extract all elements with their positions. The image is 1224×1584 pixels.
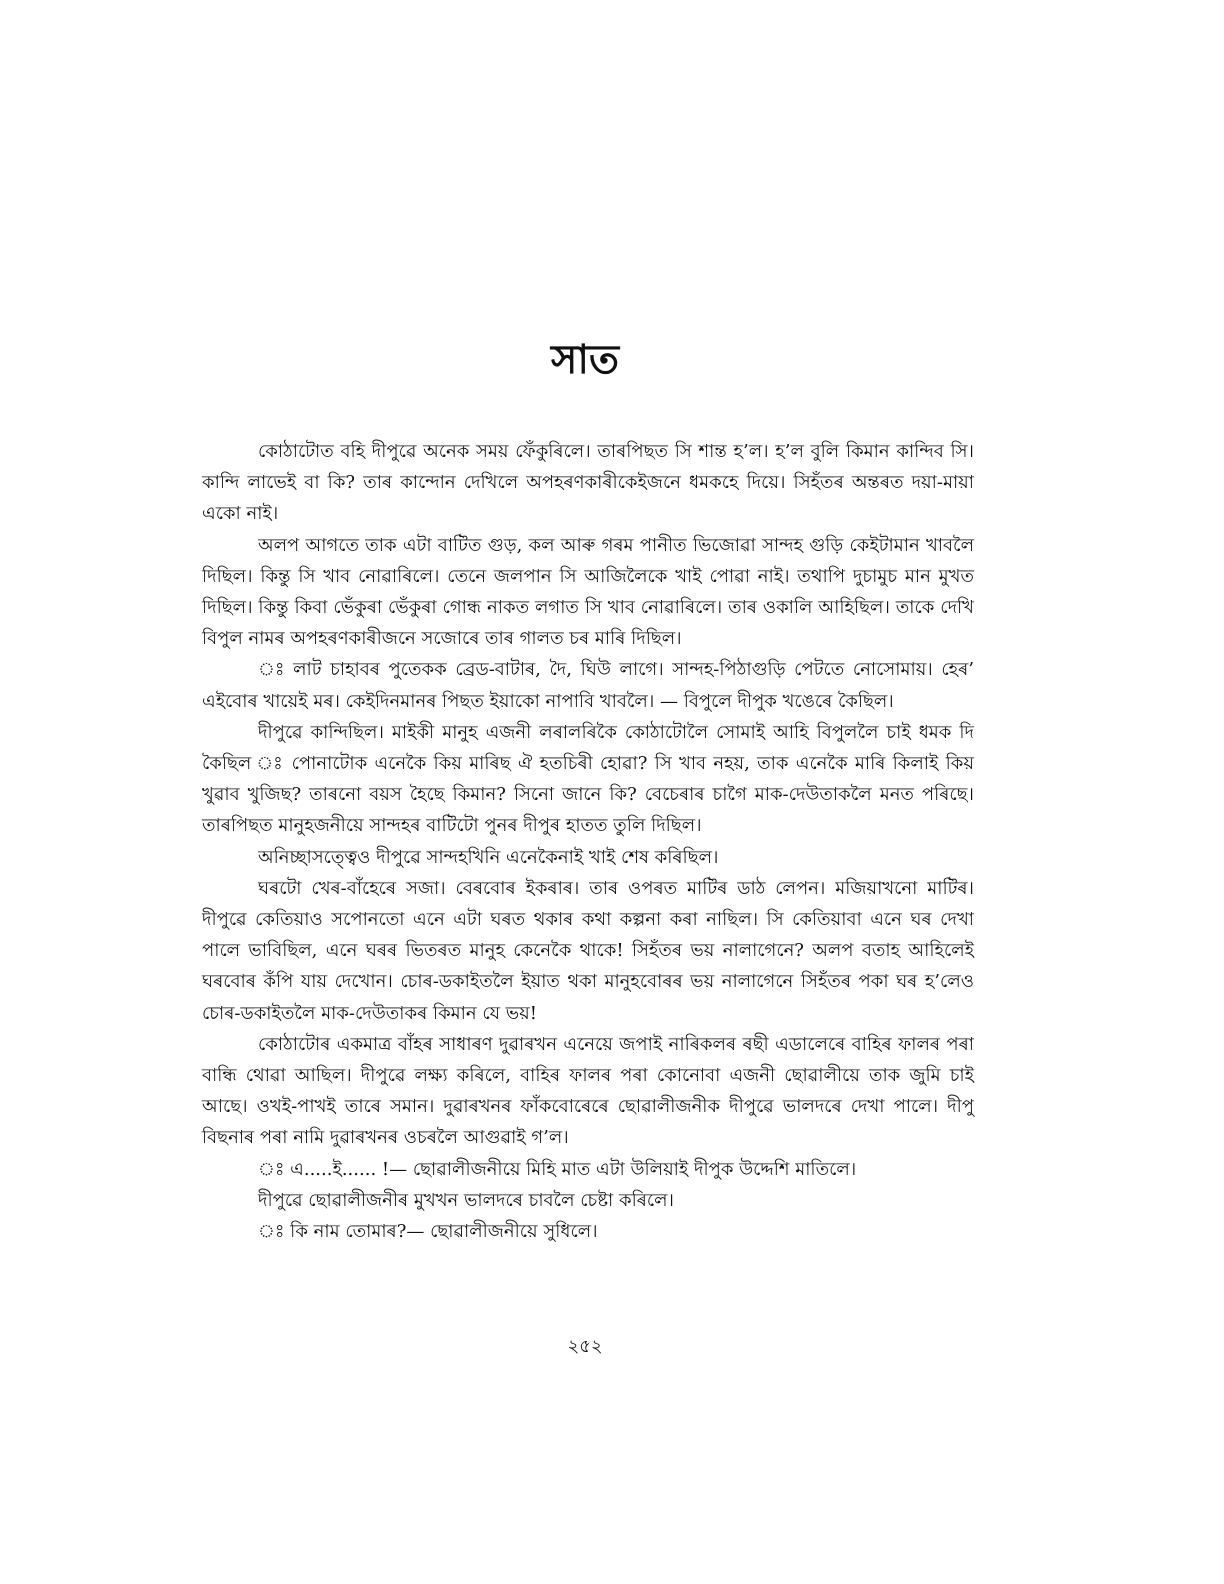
chapter-title: সাত: [550, 336, 620, 383]
paragraph: অলপ আগতে তাক এটা বাটিত গুড়, কল আৰু গৰম পানীত ভিজোৱা সান্দহ গুড়ি কেইটামান খাবলৈ দিছিল। কিন্তু সি খাব নোৱাৰিলে। তেনে জলপান সি আজিলৈকে খাই পোৱা নাই। তথাপি দুচামুচ মান মুখত দিছিল। কিন্তু কিবা ভেঁকুৰা ভেঁকুৰা গোন্ধ নাকত লগাত সি খাব নোৱাৰিলে। তাৰ ওকালি আহিছিল। তাকে দেখি বিপুল নামৰ অপহৰণকাৰীজনে সজোৰে তাৰ গালত চৰ মাৰি দিছিল।: [202, 534, 974, 650]
paragraph: কোঠাটোৰ একমাত্ৰ বাঁহৰ সাধাৰণ দুৱাৰখন এনেয়ে জপাই নাৰিকলৰ ৰছী এডালেৰে বাহিৰ ফালৰ পৰা বান্ধি থোৱা আছিল। দীপুৱে লক্ষ্য কৰিলে, বাহিৰ ফালৰ পৰা কোনোবা এজনী ছোৱালীয়ে তাক জুমি চাই আছে। ওখই-পাখই তাৰে সমান। দুৱাৰখনৰ ফাঁকবোৰেৰে ছোৱালীজনীক দীপুৱে ভালদৰে দেখা পালে। দীপু বিছনাৰ পৰা নামি দুৱাৰখনৰ ওচৰলৈ আগুৱাই গ’ল।: [202, 1033, 974, 1149]
paragraph: ঃ এ.....ই...... !— ছোৱালীজনীয়ে মিহি মাত এটা উলিয়াই দীপুক উদ্দেশি মাতিলে।: [258, 1158, 857, 1180]
page-number: ২৫২: [567, 1336, 603, 1357]
paragraph: কোঠাটোত বহি দীপুৱে অনেক সময় ফেঁকুৰিলে। তাৰপিছত সি শান্ত হ’ল। হ’ল বুলি কিমান কান্দিব সি। কান্দি লাভেই বা কি? তাৰ কান্দোন দেখিলে অপহৰণকাৰীকেইজনে ধমকহে দিয়ে। সিহঁতৰ অন্তৰত দয়া-মায়া একো নাই।: [202, 441, 974, 525]
paragraph: অনিচ্ছাসত্ত্বেও দীপুৱে সান্দহখিনি এনেকৈনাই খাই শেষ কৰিছিল।: [258, 846, 719, 868]
paragraph: ঘৰটো খেৰ-বাঁহেৰে সজা। বেৰবোৰ ইকৰাৰ। তাৰ ওপৰত মাটিৰ ডাঠ লেপন। মজিয়াখনো মাটিৰ। দীপুৱে কেতিয়াও সপোনতো এনে এটা ঘৰত থকাৰ কথা কল্পনা কৰা নাছিল। সি কেতিয়াবা এনে ঘৰ দেখা পালে ভাবিছিল, এনে ঘৰৰ ভিতৰত মানুহ কেনেকৈ থাকে! সিহঁতৰ ভয় নালাগেনে? অলপ বতাহ আহিলেই ঘৰবোৰ কঁপি যায় দেখোন। চোৰ-ডকাইতলৈ ইয়াত থকা মানুহবোৰৰ ভয় নালাগেনে সিহঁতৰ পকা ঘৰ হ’লেও চোৰ-ডকাইতলৈ মাক-দেউতাকৰ কিমান যে ভয়!: [202, 877, 974, 1024]
paragraph: দীপুৱে ছোৱালীজনীৰ মুখখন ভালদৰে চাবলৈ চেষ্টা কৰিলে।: [258, 1189, 674, 1211]
paragraph: ঃ কি নাম তোমাৰ?— ছোৱালীজনীয়ে সুধিলে।: [258, 1221, 598, 1243]
paragraph: ঃ লাট চাহাবৰ পুতেকক ব্ৰেড-বাটাৰ, দৈ, ঘিউ লাগে। সান্দহ-পিঠাগুড়ি পেটতে নোসোমায়। হেৰ’ এইবোৰ খায়েই মৰ। কেইদিনমানৰ পিছত ইয়াকো নাপাবি খাবলৈ। — বিপুলে দীপুক খঙেৰে কৈছিল।: [202, 659, 974, 712]
body-text: [202, 436, 974, 1247]
paragraph: দীপুৱে কান্দিছিল। মাইকী মানুহ এজনী লৰালৰিকৈ কোঠাটোলৈ সোমাই আহি বিপুললৈ চাই ধমক দি কৈছিল ঃ পোনাটোক এনেকৈ কিয় মাৰিছ ঐ হতচিৰী হোৱা? সি খাব নহয়, তাক এনেকৈ মাৰি কিলাই কিয় খুৱাব খুজিছ? তাৰনো বয়স হৈছে কিমান? সিনো জানে কি? বেচেৰাৰ চাগৈ মাক-দেউতাকলৈ মনত পৰিছে। তাৰপিছত মানুহজনীয়ে সান্দহৰ বাটিটো পুনৰ দীপুৰ হাতত তুলি দিছিল।: [202, 721, 974, 837]
